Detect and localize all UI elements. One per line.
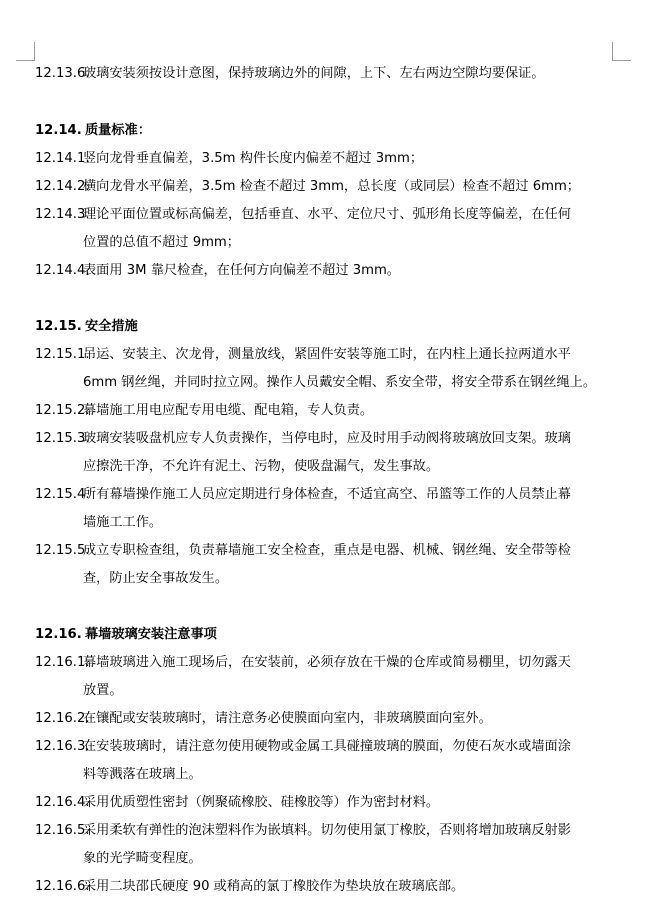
item-text: 竖向龙骨垂直偏差，3.5m 构件长度内偏差不超过 3mm； <box>83 151 424 166</box>
section-heading <box>35 625 217 645</box>
list-item <box>35 205 571 225</box>
list-item <box>35 877 464 897</box>
item-text: 理论平面位置或标高偏差，包括垂直、水平、定位尺寸、弧形角长度等偏差，在任何 <box>83 207 571 222</box>
list-item <box>35 793 439 813</box>
item-text: 在镶配或安装玻璃时，请注意务必使膜面向室内，非玻璃膜面向室外。 <box>83 711 492 726</box>
item-text: 玻璃安装须按设计意图，保持玻璃边外的间隙，上下、左右两边空隙均要保证。 <box>83 66 545 81</box>
section-number: 12.14. <box>35 123 82 138</box>
list-item-continuation: 位置的总值不超过 9mm； <box>83 235 240 250</box>
list-item-continuation: 放置。 <box>83 683 123 698</box>
item-number: 12.15.2. <box>35 403 90 418</box>
list-item <box>35 737 571 757</box>
list-item-continuation: 料等溅落在玻璃上。 <box>83 767 202 782</box>
list-item <box>35 821 571 841</box>
list-item <box>35 429 571 449</box>
section-heading <box>35 317 138 337</box>
item-text: 表面用 3M 靠尺检查，在任何方向偏差不超过 3mm。 <box>83 263 400 278</box>
section-heading <box>35 121 151 141</box>
list-item-continuation: 象的光学畸变程度。 <box>83 851 202 866</box>
item-text: 所有幕墙操作施工人员应定期进行身体检查，不适宜高空、吊篮等工作的人员禁止幕 <box>83 487 571 502</box>
item-number: 12.15.5. <box>35 543 90 558</box>
item-number: 12.16.1. <box>35 655 90 670</box>
item-number: 12.14.2. <box>35 179 90 194</box>
page-corner-mark-top-right <box>612 42 631 61</box>
item-number: 12.14.1. <box>35 151 90 166</box>
list-item <box>35 64 545 84</box>
item-number: 12.16.6. <box>35 879 90 894</box>
section-title: 质量标准： <box>85 123 151 138</box>
item-text: 横向龙骨水平偏差，3.5m 检查不超过 3mm，总长度（或同层）检查不超过 6mm； <box>83 179 580 194</box>
list-item-continuation: 查，防止安全事故发生。 <box>83 571 229 586</box>
item-number: 12.13.6. <box>35 66 90 81</box>
item-text: 吊运、安装主、次龙骨，测量放线，紧固件安装等施工时，在内柱上通长拉两道水平 <box>83 347 571 362</box>
item-number: 12.16.4. <box>35 795 90 810</box>
list-item-continuation: 应擦洗干净，不允许有泥土、污物，使吸盘漏气，发生事故。 <box>83 459 440 474</box>
list-item <box>35 401 373 421</box>
item-number: 12.16.2. <box>35 711 90 726</box>
list-item-continuation: 墙施工工作。 <box>83 515 163 530</box>
item-number: 12.15.1. <box>35 347 90 362</box>
item-text: 玻璃安装吸盘机应专人负责操作，当停电时，应及时用手动阀将玻璃放回支架。玻璃 <box>83 431 571 446</box>
item-text: 在安装玻璃时，请注意勿使用硬物或金属工具碰撞玻璃的膜面，勿使石灰水或墙面涂 <box>83 739 571 754</box>
section-title: 安全措施 <box>85 319 138 334</box>
item-text: 幕墙施工用电应配专用电缆、配电箱，专人负责。 <box>83 403 374 418</box>
list-item <box>35 709 492 729</box>
item-text: 采用二块邵氏硬度 90 或稍高的氯丁橡胶作为垫块放在玻璃底部。 <box>83 879 465 894</box>
list-item <box>35 485 571 505</box>
list-item <box>35 177 580 197</box>
page-corner-mark-top-left <box>16 42 35 61</box>
list-item-continuation: 6mm 钢丝绳，并同时拉立网。操作人员戴安全帽、系安全带，将安全带系在钢丝绳上。 <box>83 375 597 390</box>
item-number: 12.16.3. <box>35 739 90 754</box>
item-text: 成立专职检查组，负责幕墙施工安全检查，重点是电器、机械、钢丝绳、安全带等检 <box>83 543 571 558</box>
item-text: 采用柔软有弹性的泡沫塑料作为嵌填料。切勿使用氯丁橡胶，否则将增加玻璃反射影 <box>83 823 571 838</box>
list-item <box>35 261 400 281</box>
section-title: 幕墙玻璃安装注意事项 <box>85 627 217 642</box>
list-item <box>35 149 423 169</box>
item-number: 12.14.3. <box>35 207 90 222</box>
section-number: 12.15. <box>35 319 82 334</box>
item-number: 12.15.4. <box>35 487 90 502</box>
item-number: 12.16.5. <box>35 823 90 838</box>
list-item <box>35 653 571 673</box>
list-item <box>35 345 571 365</box>
item-number: 12.14.4. <box>35 263 90 278</box>
item-number: 12.15.3. <box>35 431 90 446</box>
list-item <box>35 541 571 561</box>
item-text: 幕墙玻璃进入施工现场后，在安装前，必须存放在干燥的仓库或简易棚里，切勿露天 <box>83 655 571 670</box>
item-text: 采用优质塑性密封（例聚硫橡胶、硅橡胶等）作为密封材料。 <box>83 795 440 810</box>
section-number: 12.16. <box>35 627 82 642</box>
